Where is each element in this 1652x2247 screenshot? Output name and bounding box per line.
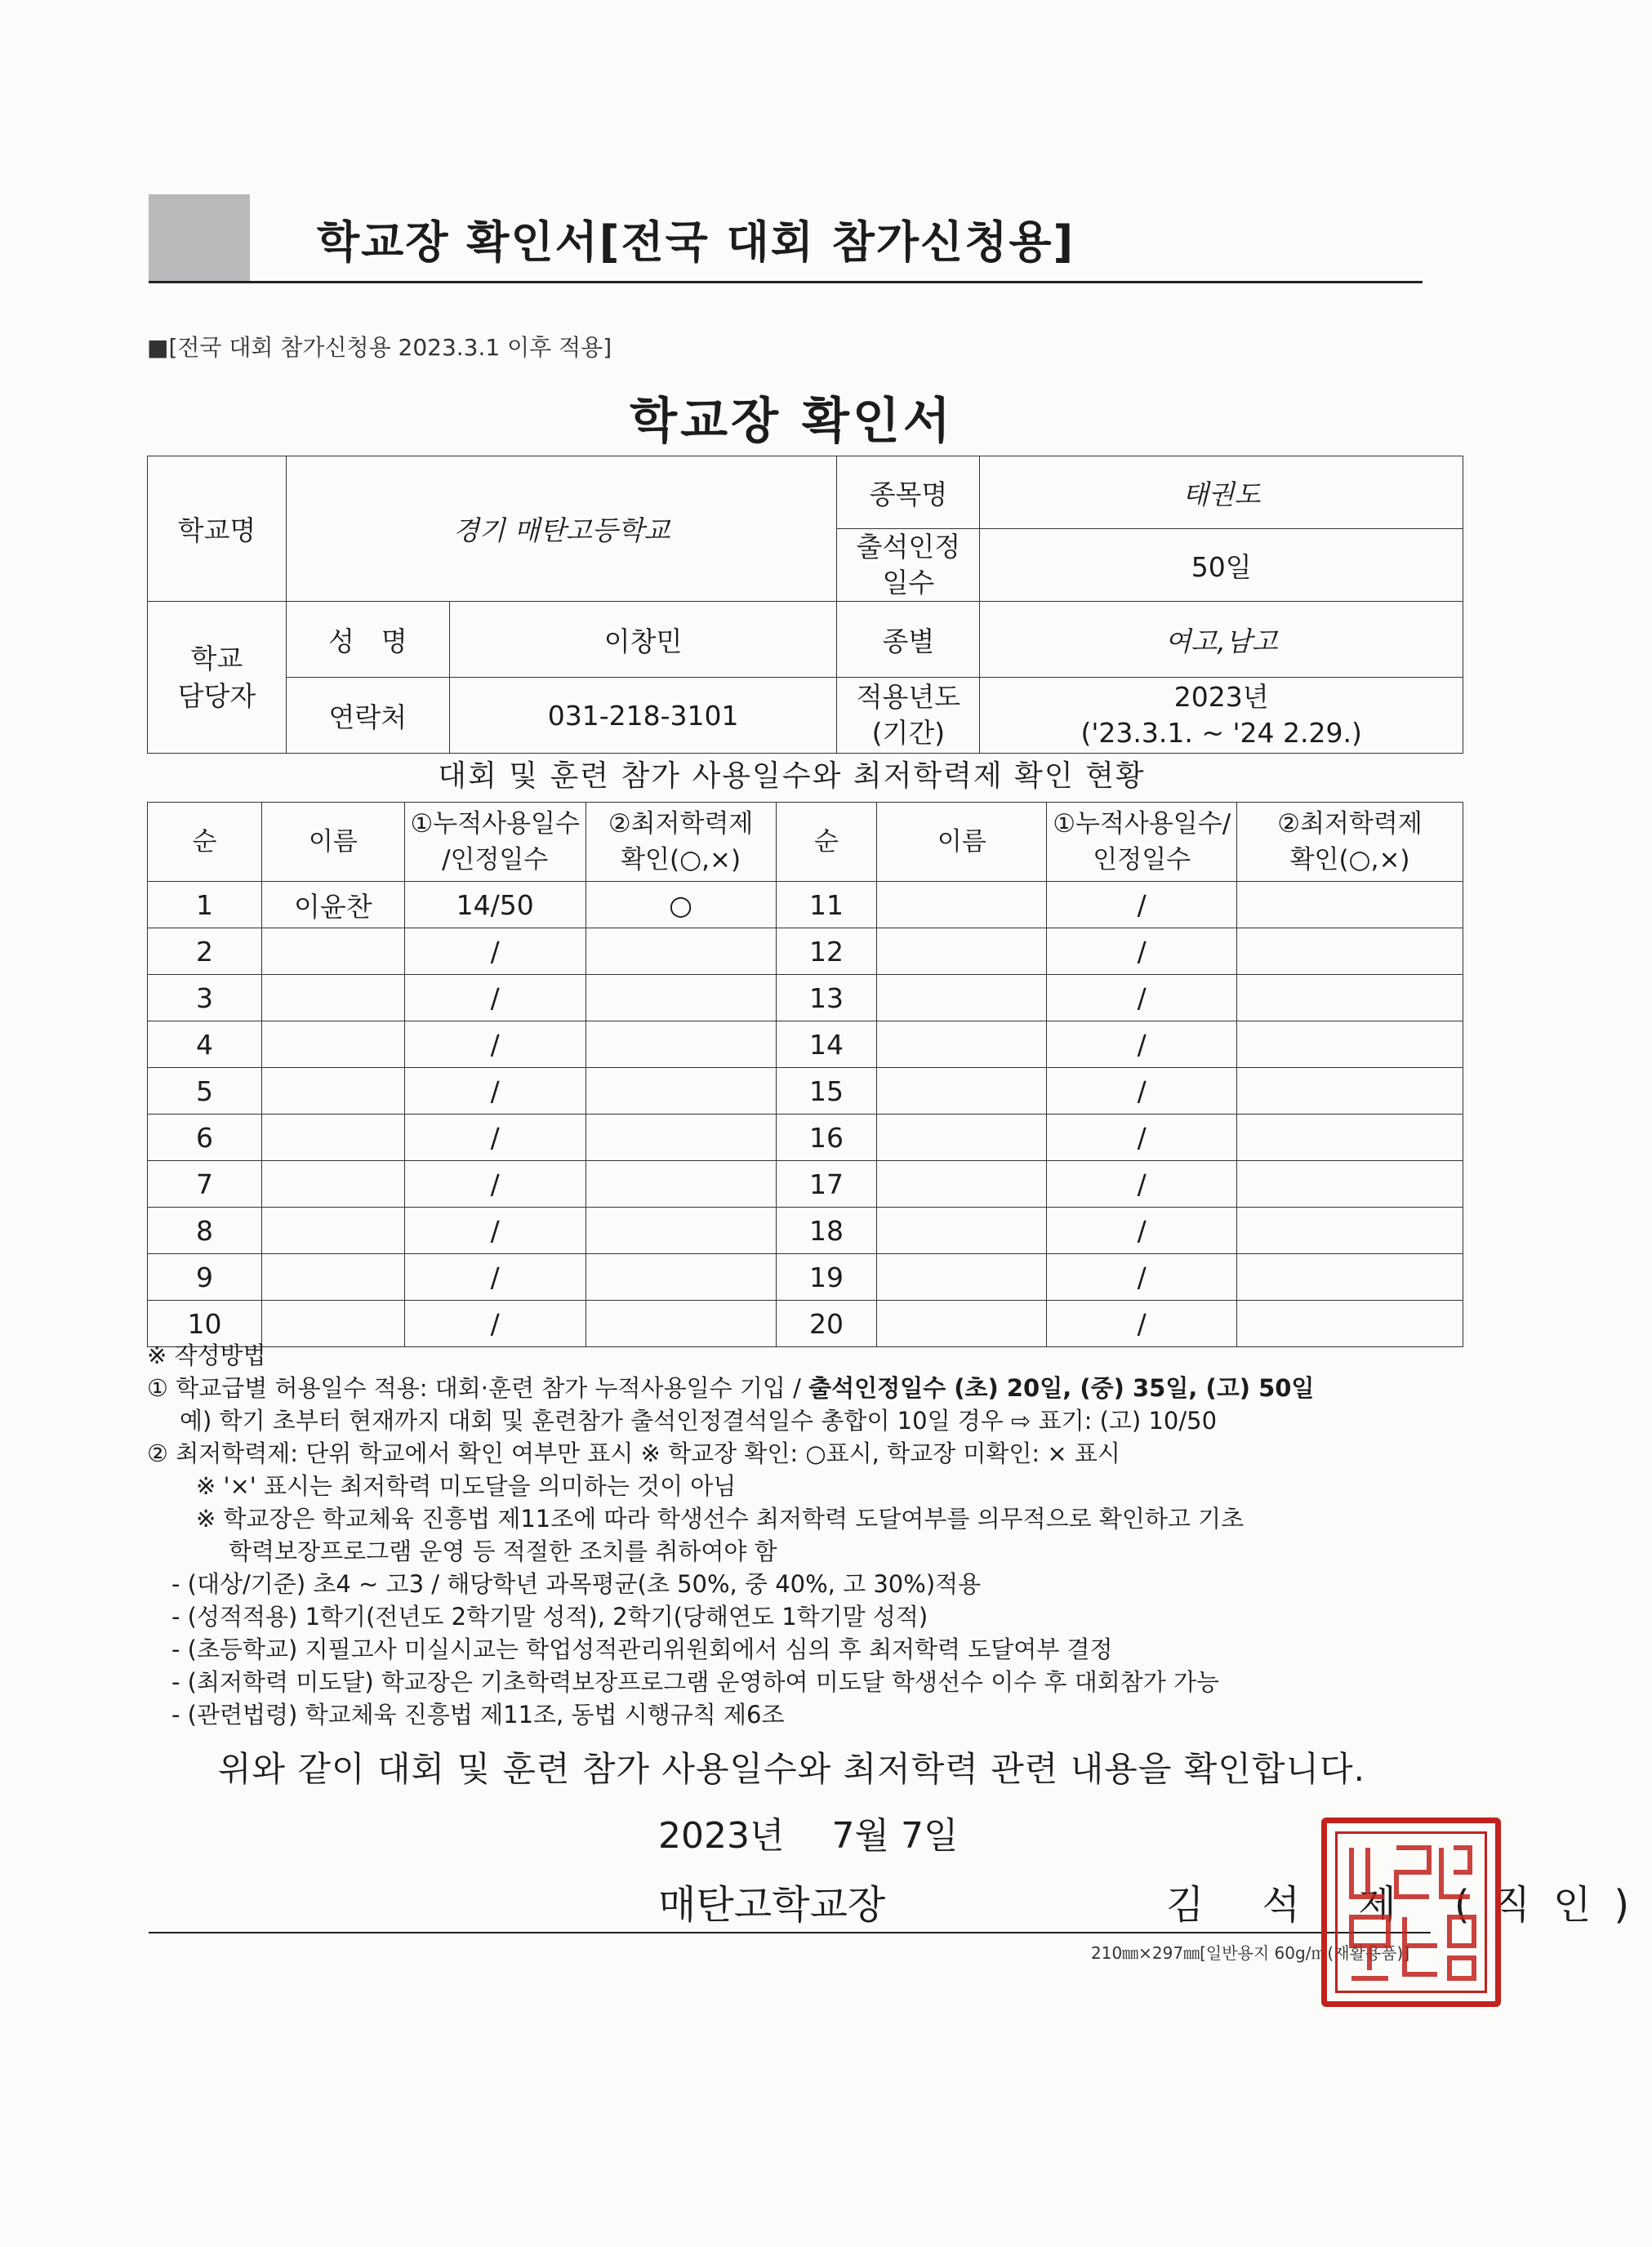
school-label: 학교명 <box>148 456 287 602</box>
row-no-cell: 18 <box>776 1208 877 1254</box>
row-name-cell <box>261 1115 404 1161</box>
row-days-cell: / <box>404 1115 586 1161</box>
row-check-cell <box>586 1068 776 1115</box>
row-no-cell: 13 <box>776 975 877 1021</box>
row-check-cell <box>586 928 776 975</box>
row-no-cell: 7 <box>148 1161 262 1208</box>
row-check-cell <box>586 1254 776 1301</box>
row-check-cell <box>1237 975 1463 1021</box>
row-name-cell <box>261 1161 404 1208</box>
table-row <box>148 1161 1463 1208</box>
row-check-cell <box>1237 1161 1463 1208</box>
header-days-2: /인정일수 <box>442 845 549 874</box>
row-name-cell <box>877 1115 1047 1161</box>
row-no-cell: 5 <box>148 1068 262 1115</box>
notice-text: ■[전국 대회 참가신청용 2023.3.1 이후 적용] <box>147 334 612 361</box>
confirmation-statement: 위와 같이 대회 및 훈련 참가 사용일수와 최저학력 관련 내용을 확인합니다. <box>217 1749 1366 1789</box>
detail-3: - (초등학교) 지필고사 미실시교는 학업성적관리위원회에서 심의 후 최저학력 도달여부 결정 <box>171 1635 1113 1663</box>
row-days-cell: / <box>1047 1208 1237 1254</box>
staff-label-1: 학교 <box>190 642 243 674</box>
row-days-cell: / <box>1047 1021 1237 1068</box>
note-2-a: ※ '×' 표시는 최저학력 미도달을 의미하는 것이 아님 <box>196 1472 737 1500</box>
note-2-b: ※ 학교장은 학교체육 진흥법 제11조에 따라 학생선수 최저학력 도달여부를 의무적으로 확인하고 기초 <box>196 1505 1245 1533</box>
row-no-cell: 2 <box>148 928 262 975</box>
row-no-cell: 17 <box>776 1161 877 1208</box>
header-no: 순 <box>148 803 262 882</box>
note-2: ② 최저학력제: 단위 학교에서 확인 여부만 표시 ※ 학교장 확인: ○표시, 학교장 미확인: × 표시 <box>147 1439 1120 1467</box>
row-name-cell <box>261 1254 404 1301</box>
row-name-cell <box>261 928 404 975</box>
row-check-cell <box>1237 1068 1463 1115</box>
header-gray-box <box>149 194 250 283</box>
row-check-cell <box>586 975 776 1021</box>
note-1-bold: 출석인정일수 (초) 20일, (중) 35일, (고) 50일 <box>808 1374 1315 1402</box>
row-name-cell: 이윤찬 <box>261 882 404 928</box>
header-check <box>586 803 776 882</box>
row-name-cell <box>877 928 1047 975</box>
staff-label-2: 담당자 <box>177 679 256 712</box>
row-days-cell: / <box>404 1208 586 1254</box>
year-label-2: (기간) <box>871 717 946 749</box>
detail-4: - (최저학력 미도달) 학교장은 기초학력보장프로그램 운영하여 미도달 학생선수 이수 후 대회참가 가능 <box>171 1668 1220 1696</box>
signature-date: 2023년 7월 7일 <box>658 1815 959 1857</box>
row-no-cell: 8 <box>148 1208 262 1254</box>
note-1 <box>147 1372 1486 1404</box>
table-row <box>148 1254 1463 1301</box>
row-days-cell: / <box>1047 1068 1237 1115</box>
row-no-cell: 15 <box>776 1068 877 1115</box>
row-days-cell: / <box>1047 1301 1237 1347</box>
sport-value: 태권도 <box>980 456 1463 529</box>
row-check-cell <box>586 1161 776 1208</box>
header-check-right-2: 확인(○,×) <box>1289 845 1410 874</box>
header-days-right <box>1047 803 1237 882</box>
contact-value: 031-218-3101 <box>449 678 837 754</box>
footer-rule <box>149 1932 1431 1933</box>
attendance-days-value: 50일 <box>980 529 1463 602</box>
row-days-cell: / <box>404 928 586 975</box>
row-check-cell <box>586 1115 776 1161</box>
row-no-cell: 10 <box>148 1301 262 1347</box>
header-name-right: 이름 <box>877 803 1047 882</box>
row-check-cell <box>1237 882 1463 928</box>
row-no-cell: 19 <box>776 1254 877 1301</box>
note-1-text: ① 학교급별 허용일수 적용: 대회·훈련 참가 누적사용일수 기입 / <box>147 1374 809 1402</box>
row-name-cell <box>261 1021 404 1068</box>
row-name-cell <box>261 1208 404 1254</box>
writing-instructions <box>147 1339 1486 1731</box>
year-label-1: 적용년도 <box>856 681 961 713</box>
row-check-cell <box>586 1021 776 1068</box>
year-value-2: ('23.3.1. ~ '24 2.29.) <box>1080 717 1362 749</box>
row-days-cell: 14/50 <box>404 882 586 928</box>
row-check-cell: ○ <box>586 882 776 928</box>
participation-table <box>147 802 1463 1347</box>
days-label-2: 일수 <box>882 567 935 598</box>
name-value: 이창민 <box>449 602 837 678</box>
table-row <box>148 882 1463 928</box>
row-days-cell: / <box>404 1254 586 1301</box>
row-no-cell: 1 <box>148 882 262 928</box>
row-name-cell <box>877 1254 1047 1301</box>
row-no-cell: 16 <box>776 1115 877 1161</box>
header-check-right <box>1237 803 1463 882</box>
section-title: 대회 및 훈련 참가 사용일수와 최저학력제 확인 현황 <box>438 759 1146 793</box>
gender-label: 종별 <box>837 602 980 678</box>
row-days-cell: / <box>1047 928 1237 975</box>
row-name-cell <box>261 975 404 1021</box>
row-days-cell: / <box>1047 1161 1237 1208</box>
row-name-cell <box>877 1021 1047 1068</box>
paper-spec: 210㎜×297㎜[일반용지 60g/㎡(재활용품)] <box>1091 1943 1410 1963</box>
row-check-cell <box>1237 1021 1463 1068</box>
table-row <box>148 975 1463 1021</box>
note-1-example: 예) 학기 초부터 현재까지 대회 및 훈련참가 출석인정결석일수 총합이 10일 경우 ⇨ 표기: (고) 10/50 <box>180 1407 1218 1435</box>
row-check-cell <box>586 1208 776 1254</box>
seal-glyphs <box>1327 1823 1495 2001</box>
header-check-right-1: ②최저학력제 <box>1277 809 1423 839</box>
detail-5: - (관련법령) 학교체육 진흥법 제11조, 동법 시행규칙 제6조 <box>171 1701 785 1729</box>
header-no-right: 순 <box>776 803 877 882</box>
row-days-cell: / <box>404 1021 586 1068</box>
header-check-2: 확인(○,×) <box>621 845 741 874</box>
name-label: 성 명 <box>286 602 449 678</box>
row-name-cell <box>261 1068 404 1115</box>
table-row <box>148 1208 1463 1254</box>
document-title: 학교장 확인서[전국 대회 참가신청용] <box>317 216 1075 268</box>
row-no-cell: 14 <box>776 1021 877 1068</box>
header-name: 이름 <box>261 803 404 882</box>
days-label-1: 출석인정 <box>856 531 961 563</box>
detail-1: - (대상/기준) 초4 ~ 고3 / 해당학년 과목평균(초 50%, 중 40%, 고 30%)적용 <box>171 1570 982 1598</box>
header-days-1: ①누적사용일수 <box>410 809 580 839</box>
year-value <box>980 678 1463 754</box>
row-days-cell: / <box>404 1161 586 1208</box>
header-days-right-2: 인정일수 <box>1093 845 1191 874</box>
main-title: 학교장 확인서 <box>630 393 954 450</box>
table-row <box>148 1068 1463 1115</box>
row-no-cell: 20 <box>776 1301 877 1347</box>
contact-label: 연락처 <box>286 678 449 754</box>
notes-heading: ※ 작성방법 <box>147 1342 266 1369</box>
note-2-c: 학력보장프로그램 운영 등 적절한 조치를 취하여야 함 <box>229 1537 777 1565</box>
row-no-cell: 4 <box>148 1021 262 1068</box>
school-head-title: 매탄고학교장 <box>658 1882 886 1928</box>
detail-2: - (성적적용) 1학기(전년도 2학기말 성적), 2학기(당해연도 1학기말 성적) <box>171 1603 928 1631</box>
row-name-cell <box>877 1208 1047 1254</box>
table-row <box>148 928 1463 975</box>
row-no-cell: 6 <box>148 1115 262 1161</box>
row-days-cell: / <box>404 1301 586 1347</box>
header-check-1: ②최저학력제 <box>608 809 754 839</box>
row-name-cell <box>877 975 1047 1021</box>
row-check-cell <box>1237 1254 1463 1301</box>
row-days-cell: / <box>404 975 586 1021</box>
row-no-cell: 3 <box>148 975 262 1021</box>
attendance-days-label <box>837 529 980 602</box>
row-no-cell: 11 <box>776 882 877 928</box>
official-seal-stamp <box>1321 1818 1501 2007</box>
row-no-cell: 12 <box>776 928 877 975</box>
row-days-cell: / <box>1047 1115 1237 1161</box>
sport-label: 종목명 <box>837 456 980 529</box>
row-check-cell <box>1237 1208 1463 1254</box>
staff-label <box>148 602 287 754</box>
row-days-cell: / <box>404 1068 586 1115</box>
row-check-cell <box>1237 928 1463 975</box>
school-value: 경기 매탄고등학교 <box>286 456 837 602</box>
row-name-cell <box>877 1068 1047 1115</box>
info-table <box>147 456 1463 754</box>
header-days <box>404 803 586 882</box>
table-row <box>148 1115 1463 1161</box>
header-days-right-1: ①누적사용일수/ <box>1053 809 1231 839</box>
gender-value: 여고,남고 <box>980 602 1463 678</box>
row-name-cell <box>877 1161 1047 1208</box>
row-days-cell: / <box>1047 975 1237 1021</box>
year-label <box>837 678 980 754</box>
title-underline <box>149 281 1423 283</box>
row-days-cell: / <box>1047 1254 1237 1301</box>
row-check-cell <box>1237 1115 1463 1161</box>
row-no-cell: 9 <box>148 1254 262 1301</box>
year-value-1: 2023년 <box>1173 681 1269 713</box>
table-row <box>148 1021 1463 1068</box>
principal-name: 김 석 제 (직인) <box>1166 1882 1652 1928</box>
row-name-cell <box>877 882 1047 928</box>
row-days-cell: / <box>1047 882 1237 928</box>
